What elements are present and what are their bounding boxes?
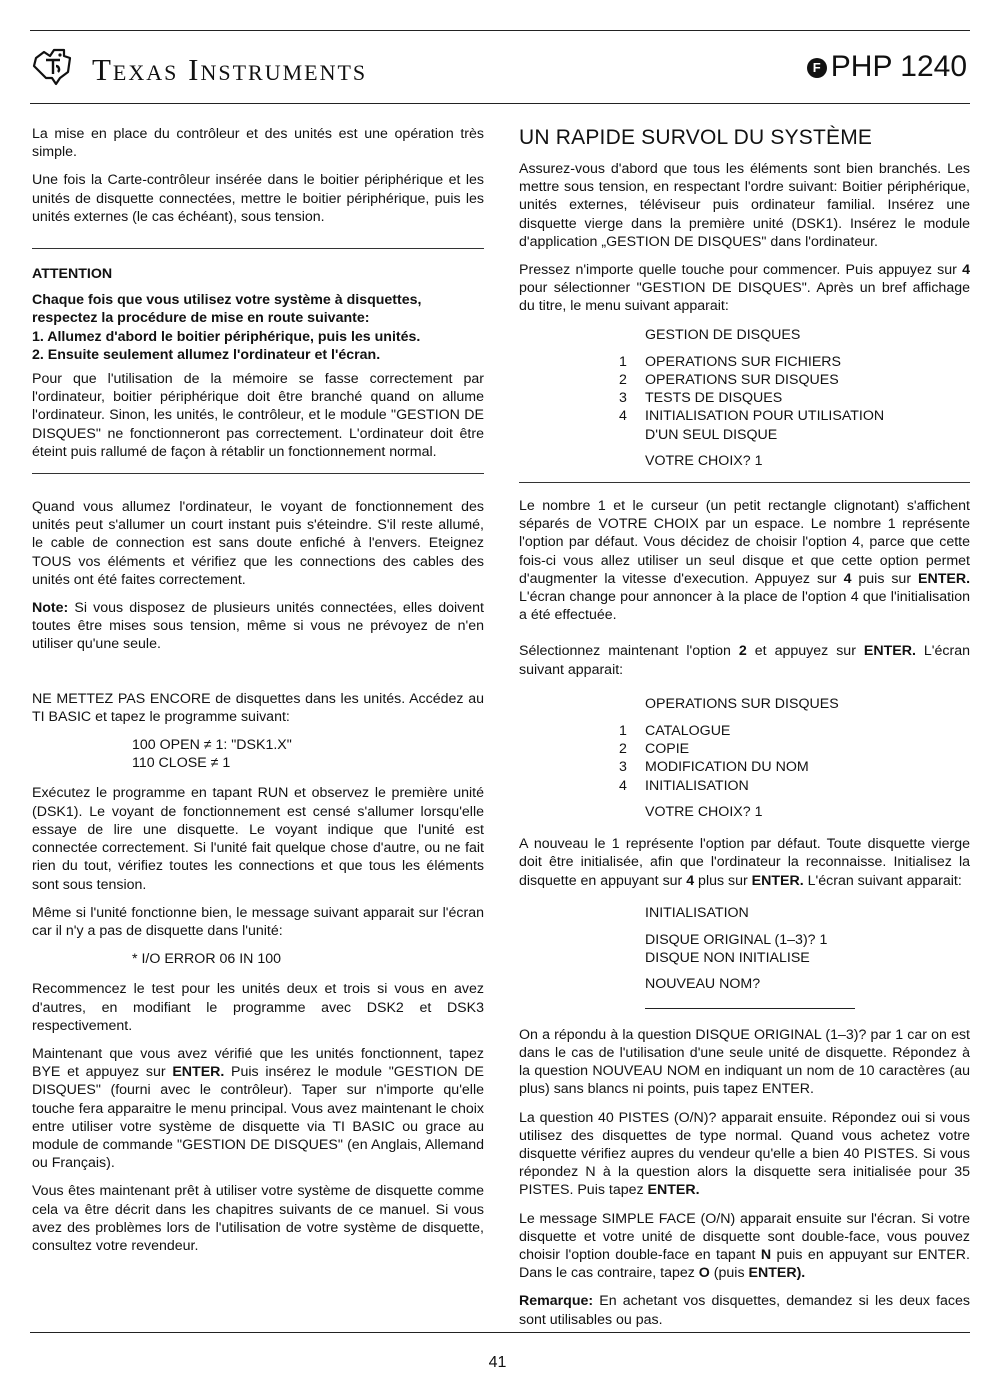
code-line: 110 CLOSE ≠ 1 xyxy=(132,755,231,772)
ti-logo-icon xyxy=(30,44,76,90)
menu-title: GESTION DE DISQUES xyxy=(645,326,801,343)
attention-intro: Chaque fois que vous utilisez votre système à disquettes, respectez la procédure de mise en route suivante: xyxy=(32,292,422,327)
screen-line: DISQUE NON INITIALISE xyxy=(645,950,810,967)
menu-item: 1 CATALOGUE xyxy=(619,723,731,740)
paragraph: Même si l'unité fonctionne bien, le message suivant apparait sur l'écran car il n'y a pas de disquette dans l'unité: xyxy=(32,904,484,939)
screen-line: DISQUE ORIGINAL (1–3)? 1 xyxy=(645,931,828,948)
error-message: * I/O ERROR 06 IN 100 xyxy=(132,951,282,968)
attention-box xyxy=(32,291,484,364)
paragraph: Sélectionnez maintenant l'option 2 et appuyez sur ENTER. L'écran suivant apparait: xyxy=(519,643,971,678)
menu-item: 4 INITIALISATION POUR UTILISATION xyxy=(619,408,885,425)
menu-item: D'UN SEUL DISQUE xyxy=(645,426,778,443)
screen-menu-operations xyxy=(519,695,970,821)
paragraph: Une fois la Carte-contrôleur insérée dans le boitier périphérique et les unités de disquette connectées, mettre le boitier périphérique, puis les unités externes (le cas échéant), sous tension. xyxy=(32,172,484,225)
menu-prompt: VOTRE CHOIX? 1 xyxy=(645,452,763,469)
menu-item: 1 OPERATIONS SUR FICHIERS xyxy=(619,353,842,370)
model-label xyxy=(807,50,967,84)
paragraph: Pressez n'importe quelle touche pour commencer. Puis appuyez sur 4 pour sélectionner "GESTION DE DISQUES". Après un bref affichage du titre, le menu suivant apparait: xyxy=(519,262,970,315)
menu-title: OPERATIONS SUR DISQUES xyxy=(645,695,839,712)
attention-step-1: 1. Allumez d'abord le boitier périphérique, puis les unités. xyxy=(32,328,421,345)
menu-item: 3 TESTS DE DISQUES xyxy=(619,390,783,407)
remark-paragraph: Remarque: En achetant vos disquettes, demandez si les deux faces sont utilisables ou pas. xyxy=(519,1293,970,1328)
paragraph: Le nombre 1 et le curseur (un petit rectangle clignotant) s'affichent séparés de VOTRE CHOIX par un espace. Le nombre 1 représente l'option par défaut. Vous décidez de choisir l'option 4, parce que cette fois-ci vous allez utiliser un seul disque et que cette option permet d'augmenter la vitesse d'execution. Appuyez sur 4 puis sur ENTER. L'écran change pour annoncer à la place de l'option 4 que l'initialisation a été effectuée. xyxy=(519,498,971,624)
paragraph: Exécutez le programme en tapant RUN et observez le première unité (DSK1). Le voyant de fonctionnement est censé s'allumer lorsqu'elle essaye de lire une disquette. Le voyant indique que l'unité est connectée correctement. Si l'unité fait quelque chose d'autre, ou ne fait rien du tout, vérifiez toutes les connections et que tous les éléments sont sous tension. xyxy=(32,785,484,893)
paragraph: La question 40 PISTES (O/N)? apparait ensuite. Répondez oui si vous utilisez des disquettes de type normal. Quand vous achetez votre disquette vérifiez aupres du vendeur qu'elle a bien 40 PISTES. Si vous répondez N à la question alors la disquette sera initialisée pour 35 PISTES. Puis tapez ENTER. xyxy=(519,1109,970,1199)
menu-prompt: VOTRE CHOIX? 1 xyxy=(645,803,763,820)
page-number: 41 xyxy=(488,1354,507,1371)
screen-title: INITIALISATION xyxy=(645,904,749,921)
header-top-rule xyxy=(30,30,970,31)
paragraph: Le message SIMPLE FACE (O/N) apparait ensuite sur l'écran. Si votre disquette et votre unité de disquette sont double-face, vous pouvez choisir l'option double-face en tapant N puis en appuyant sur ENTER. Dans le cas contraire, tapez O (puis ENTER). xyxy=(519,1210,970,1282)
paragraph: Maintenant que vous avez vérifié que les unités fonctionnent, tapez BYE et appuyez sur ENTER. Puis insérez le module "GESTION DE DISQUES" (fourni avec le contrôleur). Taper sur n'importe qu'elle touche fera apparaitre le menu principal. Vous avez maintenant le choix entre utiliser votre système de disquette via TI BASIC ou grace au module de commande "GESTION DE DISQUES" (en Anglais, Allemand ou Français). xyxy=(32,1045,484,1172)
paragraph: NE METTEZ PAS ENCORE de disquettes dans les unités. Accédez au TI BASIC et tapez le programme suivant: xyxy=(32,690,484,725)
menu-item: 4 INITIALISATION xyxy=(619,777,749,794)
code-block xyxy=(132,736,484,772)
brand-name: Texas Instruments xyxy=(92,52,368,87)
screen-line: NOUVEAU NOM? xyxy=(645,975,970,1011)
note-label: Note: xyxy=(32,600,69,617)
paragraph: Vous êtes maintenant prêt à utiliser votre système de disquette comme cela va être décrit dans les chapitres suivants de ce manuel. Si vous avez des problèmes lors de l'utilisation de votre système de disquette, consultez votre revendeur. xyxy=(32,1183,484,1254)
screen-initialisation xyxy=(519,904,970,1012)
menu-item: 2 OPERATIONS SUR DISQUES xyxy=(619,372,839,389)
attention-heading: ATTENTION xyxy=(32,266,113,283)
paragraph: Quand vous allumez l'ordinateur, le voyant de fonctionnement des unités peut s'allumer un court instant puis s'éteindre. S'il reste allumé, le cable de connection est sans doute enfiché à l'envers. Eteignez TOUS vos éléments et vérifiez que les connections des cables des unités ont été faites correctement. xyxy=(32,499,484,588)
paragraph: Recommencez le test pour les unités deux et trois si vous en avez d'autres, en modifiant le programme avec DSK2 et DSK3 respectivement. xyxy=(32,981,484,1034)
remark-label: Remarque: xyxy=(519,1293,594,1310)
section-heading: UN RAPIDE SURVOL DU SYSTÈME xyxy=(519,126,873,149)
code-line: 100 OPEN ≠ 1: "DSK1.X" xyxy=(132,737,292,754)
name-entry-line xyxy=(645,1008,855,1009)
section-divider xyxy=(519,482,970,483)
paragraph: On a répondu à la question DISQUE ORIGINAL (1–3)? par 1 car on est dans le cas de l'utilisation d'une seule unité de disquette. Répondez à la question NOUVEAU NOM en indiquant un nom de 10 caractères (au plus) sans blancs ni points, puis tapez ENTER. xyxy=(519,1026,970,1098)
section-divider xyxy=(32,473,484,474)
paragraph: Assurez-vous d'abord que tous les éléments sont bien branchés. Les mettre sous tension, en respectant l'ordre suivant: Boitier périphérique, unités externes, téléviseur puis ordinateur familial. Insérez une disquette vierge dans la première unité (DSK1). Insérez le module d'application „GESTION DE DISQUES" dans l'ordinateur. xyxy=(519,161,970,250)
left-column xyxy=(32,125,484,1265)
note-paragraph: Note: Si vous disposez de plusieurs unités connectées, elles doivent toutes être mises sous tension, même si vous ne prévoyez de n'en utiliser qu'une seule. xyxy=(32,600,484,653)
menu-item: 2 COPIE xyxy=(619,741,690,758)
footer-rule xyxy=(30,1332,970,1333)
screen-menu-gestion xyxy=(519,326,970,470)
paragraph: Pour que l'utilisation de la mémoire se fasse correctement par l'ordinateur, boitier périphérique doit être branché quand on allume l'ordinateur. Sinon, les unités, le contrôleur, et le module "GESTION DE DISQUES" ne fonctionneront pas correctement. L'ordinateur doit être éteint puis rallumé de façon à rétablir un fonctionnement normal. xyxy=(32,371,484,460)
attention-step-2: 2. Ensuite seulement allumez l'ordinateur et l'écran. xyxy=(32,346,381,363)
paragraph: La mise en place du contrôleur et des unités est une opération très simple. xyxy=(32,126,484,161)
menu-item: 3 MODIFICATION DU NOM xyxy=(619,759,809,776)
paragraph: A nouveau le 1 représente l'option par défaut. Toute disquette vierge doit être initialisée, afin que l'ordinateur la reconnaisse. Initialisez la disquette en appuyant sur 4 plus sur ENTER. L'écran suivant apparait: xyxy=(519,836,970,889)
model-number: PHP 1240 xyxy=(830,50,967,83)
header-bottom-rule xyxy=(30,103,970,104)
section-divider xyxy=(32,248,484,249)
language-badge: F xyxy=(807,58,827,78)
right-column xyxy=(519,125,970,1339)
